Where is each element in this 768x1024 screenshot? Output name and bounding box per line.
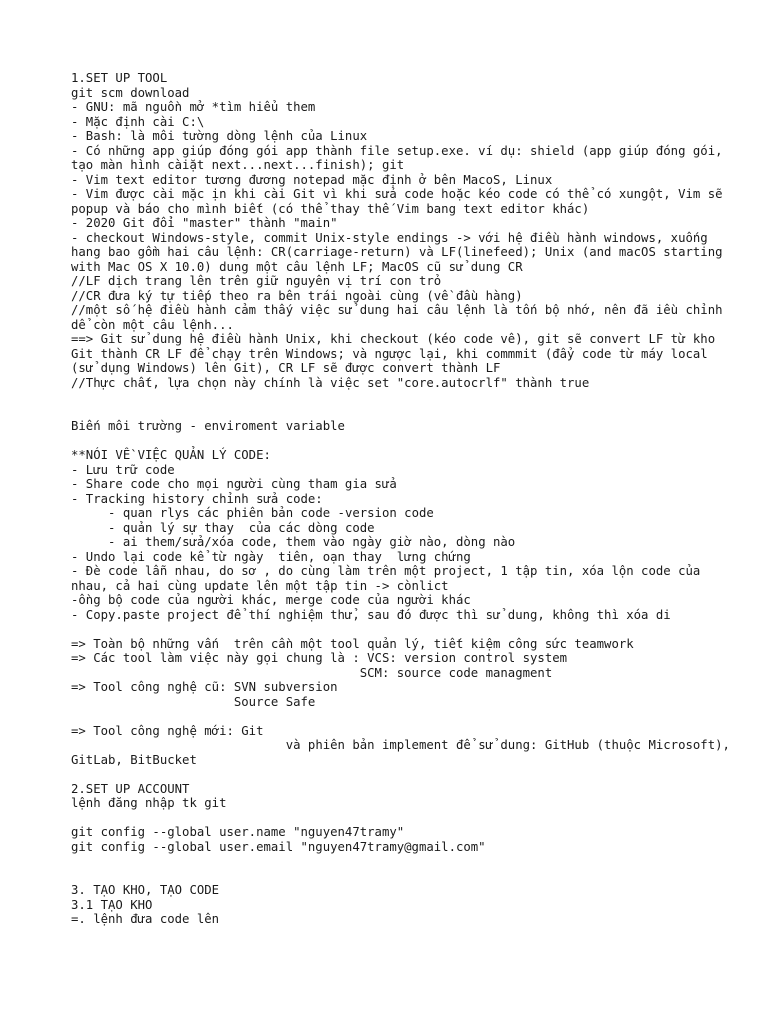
blank-line [71,811,731,826]
text-line: =. lệnh đưa code lên [71,912,220,926]
text-line: - Share code cho mọi người cùng tham gia sửa [71,477,397,491]
text-line: - quản lý sự thay của các dòng code [71,520,375,535]
text-line: SCM: source code managment [71,665,553,680]
text-line: **NÓI VỀ VIỆC QUẢN LÝ CODE: [71,448,271,462]
blank-line [71,709,731,724]
text-line: - Mặc định cài C:\ [71,114,205,129]
text-line: - Vim được cài mặc ịn khi cài Git vì khi sửa code hoặc kéo code có thể có xungột, Vim sẽ popup và báo cho mình biết (có thể thay thế Vim bang text editor khác) [71,187,730,216]
text-line: lệnh đăng nhập tk git [71,796,227,810]
text-line: - Tracking history chỉnh sửa code: [71,491,323,506]
text-line: => Tool công nghệ mới: Git [71,723,264,738]
text-line: - Có những app giúp đóng gói app thành file setup.exe. ví dụ: shield (app giúp đóng gói, tạo màn hình càiặt next...next...finish); git [71,143,730,172]
text-line: 2.SET UP ACCOUNT [71,781,190,796]
text-line: git config --global user.name "nguyen47tramy" [71,825,405,839]
text-line: //CR đưa ký tự tiếp theo ra bên trái ngoài cùng (về đầu hàng) [71,288,523,303]
text-line: - Lưu trữ code [71,462,175,477]
text-line: //LF dịch trang lên trên giữ nguyên vị trí con trỏ [71,274,442,288]
blank-line [71,622,731,637]
text-line: - ai them/sửa/xóa code, them vào ngày giờ nào, dòng nào [71,535,516,549]
text-line: //một số hệ điều hành cảm thấy việc sử dung hai câu lệnh là tốn bộ nhớ, nên đã iều chỉnh dể còn một câu lệnh... [71,303,730,332]
text-line: Biến môi trường - enviroment variable [71,419,345,433]
text-line: => Tool công nghệ cũ: SVN subversion [71,680,338,694]
text-line: 1.SET UP TOOL [71,71,168,85]
blank-line [71,405,731,420]
text-line: Source Safe [71,694,316,709]
blank-line [71,434,731,449]
text-line: - Bash: là môi tường dòng lệnh của Linux [71,129,368,143]
document-body [71,71,738,927]
text-line: - Undo lại code kể từ ngày tiên, oạn thay lưng chứng [71,549,471,564]
blank-line [71,390,731,405]
text-line: git scm download [71,85,190,100]
text-line: và phiên bản implement để sử dung: GitHub (thuộc Microsoft), GitLab, BitBucket [71,738,738,767]
text-line: 3.1 TẠO KHO [71,897,153,912]
text-line: -ồng bộ code của người khác, merge code của người khác [71,593,471,607]
text-line: - 2020 Git đổi "master" thành "main" [71,216,338,230]
text-line: - GNU: mã nguồn mở *tìm hiểu them [71,100,316,114]
text-line: //Thực chất, lựa chọn này chính là việc set "core.autocrlf" thành true [71,375,590,390]
text-line: - Vim text editor tương đương notepad mặc định ở bên MacoS, Linux [71,172,553,187]
text-line: ==> Git sử dung hệ điều hành Unix, khi checkout (kéo code về), git sẽ convert LF từ kho Git thành CR LF để chạy trên Windows; và ngược lại, khi commmit (đẩy code từ máy local (sử dụng Windows) lên Git), CR LF sẽ được convert thành LF [71,332,723,375]
text-line: git config --global user.email "nguyen47tramy@gmail.com" [71,839,486,854]
text-line: => Toàn bộ những vấn trên cần một tool quản lý, tiết kiệm công sức teamwork [71,636,634,651]
blank-line [71,854,731,869]
blank-line [71,869,731,884]
text-line: - Copy.paste project để thí nghiệm thử, sau đó được thì sử dung, không thì xóa di [71,607,671,622]
text-line: 3. TẠO KHO, TẠO CODE [71,883,220,897]
text-line: => Các tool làm việc này gọi chung là : VCS: version control system [71,651,568,665]
text-line: - quan rlys các phiên bản code -version code [71,506,434,520]
text-line: - Đè code lẫn nhau, do sơ , do cùng làm trên một project, 1 tập tin, xóa lộn code của nhau, cả hai cùng update lên một tập tin -> cònlict [71,564,708,593]
text-line: - checkout Windows-style, commit Unix-style endings -> với hệ điều hành windows, xuống hang bao gồm hai câu lệnh: CR(carriage-return) và LF(linefeed); Unix (and macOS starting with Mac OS X 10.0) dung một câu lệnh LF; MacOS cũ sử dung CR [71,230,730,274]
blank-line [71,767,731,782]
